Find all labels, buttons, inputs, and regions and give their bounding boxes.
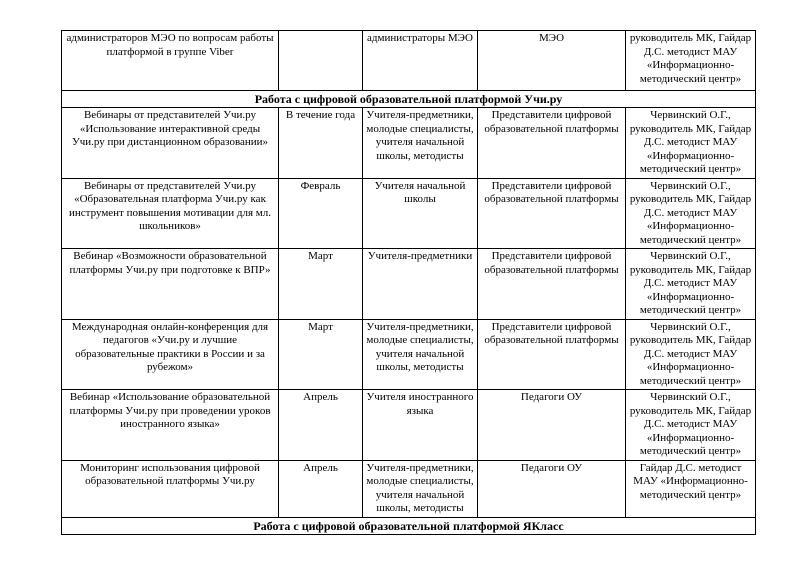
- cell-participants: Учителя иностранного языка: [363, 390, 478, 461]
- cell-participants: Учителя-предметники: [363, 249, 478, 320]
- cell-participants: Учителя-предметники, молодые специалисты, учителя начальной школы, методисты: [363, 108, 478, 179]
- cell-participants: Учителя начальной школы: [363, 178, 478, 249]
- cell-activity: Вебинар «Возможности образовательной платформы Учи.ру при подготовке к ВПР»: [62, 249, 279, 320]
- cell-activity: Вебинары от представителей Учи.ру «Использование интерактивной среды Учи.ру при дистанционном образовании»: [62, 108, 279, 179]
- plan-table-body: [62, 31, 756, 535]
- cell-organizers: Представители цифровой образовательной платформы: [478, 319, 626, 390]
- plan-table: [61, 30, 756, 535]
- cell-organizers: Представители цифровой образовательной платформы: [478, 108, 626, 179]
- table-row: [62, 249, 756, 320]
- cell-responsible: Червинский О.Г., руководитель МК, Гайдар Д.С. методист МАУ «Информационно-методический центр»: [626, 108, 756, 179]
- cell-period: Март: [279, 319, 363, 390]
- section-header-row: [62, 517, 756, 534]
- cell-period: Февраль: [279, 178, 363, 249]
- cell-responsible: Червинский О.Г., руководитель МК, Гайдар Д.С. методист МАУ «Информационно-методический центр»: [626, 390, 756, 461]
- table-row: [62, 108, 756, 179]
- table-row: [62, 31, 756, 91]
- cell-responsible: Гайдар Д.С. методист МАУ «Информационно-методический центр»: [626, 460, 756, 517]
- cell-organizers: МЭО: [478, 31, 626, 91]
- cell-participants: Учителя-предметники, молодые специалисты, учителя начальной школы, методисты: [363, 319, 478, 390]
- cell-period: Апрель: [279, 460, 363, 517]
- table-row: [62, 390, 756, 461]
- table-row: [62, 178, 756, 249]
- cell-participants: администраторы МЭО: [363, 31, 478, 91]
- cell-organizers: Педагоги ОУ: [478, 460, 626, 517]
- cell-participants: Учителя-предметники, молодые специалисты, учителя начальной школы, методисты: [363, 460, 478, 517]
- cell-activity: Международная онлайн-конференция для педагогов «Учи.ру и лучшие образовательные практики в России и за рубежом»: [62, 319, 279, 390]
- table-row: [62, 319, 756, 390]
- cell-period: Апрель: [279, 390, 363, 461]
- cell-period: [279, 31, 363, 91]
- cell-activity: Мониторинг использования цифровой образовательной платформы Учи.ру: [62, 460, 279, 517]
- cell-organizers: Представители цифровой образовательной платформы: [478, 178, 626, 249]
- cell-organizers: Представители цифровой образовательной платформы: [478, 249, 626, 320]
- cell-activity: Вебинары от представителей Учи.ру «Образовательная платформа Учи.ру как инструмент повышения мотивации для мл. школьников»: [62, 178, 279, 249]
- cell-responsible: Червинский О.Г., руководитель МК, Гайдар Д.С. методист МАУ «Информационно-методический центр»: [626, 249, 756, 320]
- section-header-label: Работа с цифровой образовательной платформой Учи.ру: [62, 91, 756, 108]
- cell-period: Март: [279, 249, 363, 320]
- cell-responsible: Червинский О.Г., руководитель МК, Гайдар Д.С. методист МАУ «Информационно-методический центр»: [626, 319, 756, 390]
- cell-responsible: Червинский О.Г., руководитель МК, Гайдар Д.С. методист МАУ «Информационно-методический центр»: [626, 178, 756, 249]
- table-row: [62, 460, 756, 517]
- cell-activity: администраторов МЭО по вопросам работы платформой в группе Viber: [62, 31, 279, 91]
- section-header-row: [62, 91, 756, 108]
- cell-organizers: Педагоги ОУ: [478, 390, 626, 461]
- section-header-label: Работа с цифровой образовательной платформой ЯКласс: [62, 517, 756, 534]
- cell-activity: Вебинар «Использование образовательной платформы Учи.ру при проведении уроков иностранного языка»: [62, 390, 279, 461]
- cell-period: В течение года: [279, 108, 363, 179]
- cell-responsible: руководитель МК, Гайдар Д.С. методист МАУ «Информационно-методический центр»: [626, 31, 756, 91]
